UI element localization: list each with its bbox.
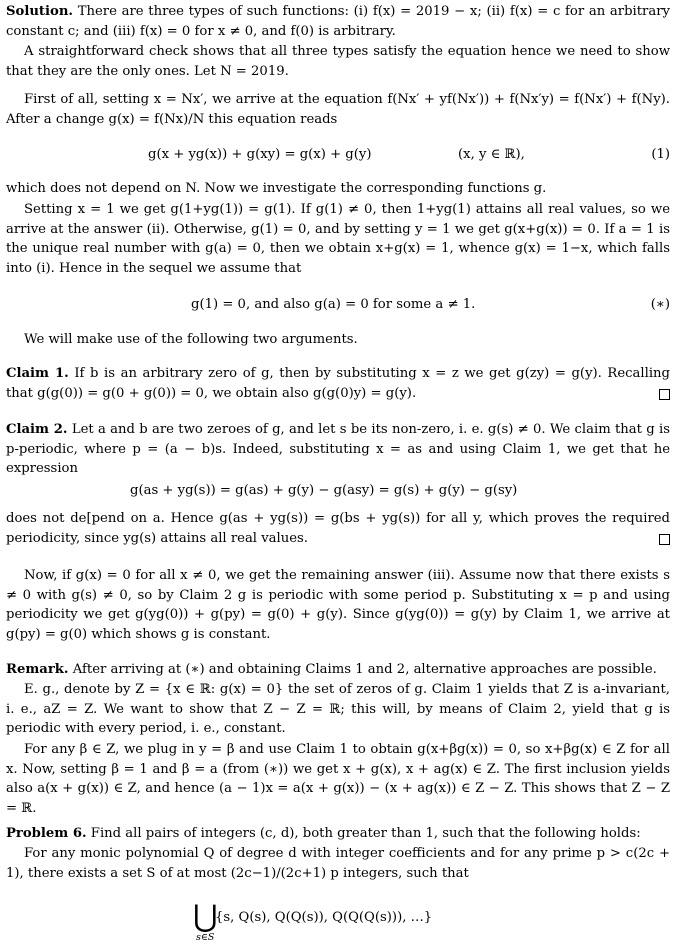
remark-heading: Remark. (6, 662, 69, 677)
solution-p4-block (6, 179, 670, 199)
solution-p6: We will make use of the following two arguments. (24, 332, 358, 347)
solution-intro (6, 2, 670, 41)
claim-2-equation (6, 481, 670, 503)
remark-p2: E. g., denote by Z = {x ∈ ℝ: g(x) = 0} the set of zeros of g. Claim 1 yields that Z is a-invariant, i. e., aZ = Z. We want to show that Z − Z = ℝ; this will, by means of Claim 2, yield that g is periodic with every period, i. e., constant. (6, 682, 670, 736)
equation-star-tag: (∗) (650, 297, 670, 312)
claim-2 (6, 420, 670, 479)
equation-1-condition: (x, y ∈ ℝ), (458, 147, 525, 162)
claim-1 (6, 364, 670, 403)
union-body: {s, Q(s), Q(Q(s)), Q(Q(Q(s))), …} (215, 910, 433, 925)
problem-6 (6, 824, 670, 844)
equation-1-tag: (1) (651, 147, 670, 162)
claim-1-heading: Claim 1. (6, 366, 69, 381)
solution-p3: First of all, setting x = Nx′, we arrive at the equation f(Nx′ + yf(Nx′)) + f(Nx′y) = f(Nx′) + f(Ny). After a change g(x) = f(Nx)/N this equation reads (6, 92, 670, 127)
problem-6-text2: For any monic polynomial Q of degree d with integer coefficients and for any prime p > c(2c + 1), there exists a set S of at most (2c−1)/(2c+1) p integers, such that (6, 846, 670, 881)
claim-2-text2: does not de[pend on a. Hence g(as + yg(s)) = g(bs + yg(s)) for all y, which proves the required periodicity, since yg(s) attains all real values. (6, 511, 670, 546)
solution-p7-block (6, 566, 670, 644)
remark-p3-block (6, 740, 670, 818)
equation-1 (6, 145, 670, 167)
solution-p2: A straightforward check shows that all three types satisfy the equation hence we need to show that they are the only ones. Let N = 2019. (6, 44, 670, 79)
solution-p5: Setting x = 1 we get g(1+yg(1)) = g(1). If g(1) ≠ 0, then 1+yg(1) attains all real values, so we arrive at the answer (ii). Otherwise, g(1) = 0, and by setting y = 1 we get g(x+g(x)) = 0. If a = 1 is the unique real number with g(a) = 0, then we obtain x+g(x) = 1, whence g(x) = 1−x, which falls into (i). Hence in the sequel we assume that (6, 202, 670, 276)
equation-1-body: g(x + yg(x)) + g(xy) = g(x) + g(y) (148, 147, 372, 162)
solution-heading: Solution. (6, 4, 73, 19)
solution-p2-block (6, 42, 670, 81)
solution-p1: There are three types of such functions: (i) f(x) = 2019 − x; (ii) f(x) = c for an arbitrary constant c; and (iii) f(x) = 0 for x ≠ 0, and f(0) is arbitrary. (6, 4, 670, 39)
qed-icon (659, 389, 670, 400)
claim-1-text: If b is an arbitrary zero of g, then by substituting x = z we get g(zy) = g(y). Recalling that g(g(0)) = g(0 + g(0)) = 0, we obtain also g(g(0)y) = g(y). (6, 366, 670, 401)
claim-2-heading: Claim 2. (6, 422, 68, 437)
solution-p4: which does not depend on N. Now we investigate the corresponding functions g. (6, 181, 547, 196)
solution-p7: Now, if g(x) = 0 for all x ≠ 0, we get the remaining answer (iii). Assume now that there exists s ≠ 0 with g(s) ≠ 0, so by Claim 2 g is periodic with some period p. Substituting x = p and using periodicity we get g(yg(0)) + g(py) = g(0) + g(y). Since g(yg(0)) = g(y) by Claim 1, we arrive at g(py) = g(0) which shows g is constant. (6, 568, 670, 642)
remark-text: After arriving at (∗) and obtaining Claims 1 and 2, alternative approaches are possible. (72, 662, 657, 677)
solution-p3-block (6, 90, 670, 129)
problem-6-heading: Problem 6. (6, 826, 87, 841)
problem-6-text: Find all pairs of integers (c, d), both greater than 1, such that the following holds: (90, 826, 641, 841)
claim-2-equation-body: g(as + yg(s)) = g(as) + g(y) − g(asy) = g(s) + g(y) − g(sy) (130, 483, 518, 498)
solution-p5-block (6, 200, 670, 278)
claim-2-text: Let a and b are two zeroes of g, and let s be its non-zero, i. e. g(s) ≠ 0. We claim that g is p-periodic, where p = (a − b)s. Indeed, substituting x = as and using Claim 1, we get that he expression (6, 422, 671, 476)
union-symbol: ⋃ (193, 899, 218, 934)
remark-p3: For any β ∈ Z, we plug in y = β and use Claim 1 to obtain g(x+βg(x)) = 0, so x+βg(x) ∈ Z for all x. Now, setting β = 1 and β = a (from (∗)) we get x + g(x), x + ag(x) ∈ Z. The first inclusion yields also a(x + g(x)) ∈ Z, and hence (a − 1)x = a(x + g(x)) − (x + ag(x)) ∈ Z − Z. This shows that Z − Z = ℝ. (6, 742, 670, 816)
claim-2-conclusion (6, 509, 670, 548)
problem-6-p2-block (6, 844, 670, 883)
union-subscript: s∈S (196, 932, 215, 943)
union-expression (193, 899, 493, 948)
equation-star-body: g(1) = 0, and also g(a) = 0 for some a ≠ 1. (191, 297, 476, 312)
remark (6, 660, 670, 680)
qed-icon (659, 534, 670, 545)
equation-star (6, 295, 670, 317)
remark-p2-block (6, 680, 670, 739)
solution-p6-block (6, 330, 670, 350)
